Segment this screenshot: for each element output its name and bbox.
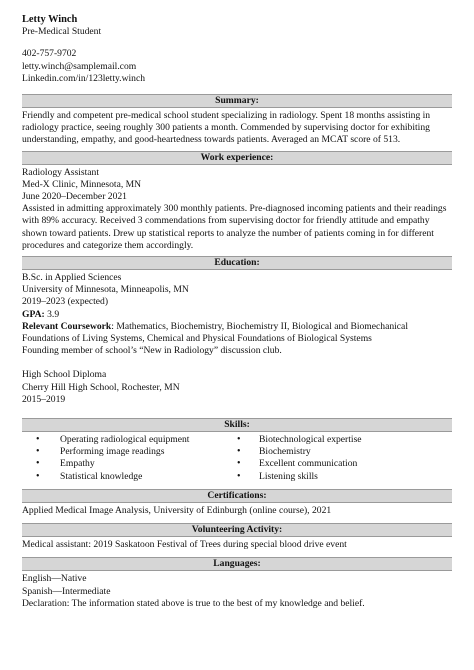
volunteering-heading: Volunteering Activity: (22, 523, 452, 537)
skills-column-left (22, 434, 237, 483)
club-membership: Founding member of school’s “New in Radiology” discussion club. (22, 345, 282, 357)
declaration: Declaration: The information stated above is true to the best of my knowledge and belief. (22, 597, 365, 609)
skills-section (22, 418, 452, 483)
coursework-text: : Mathematics, Biochemistry, Biochemistry II, Biological and Biomechanical (111, 320, 408, 332)
job-description-line: procedures and categorize them accordingly. (22, 239, 194, 251)
languages-heading: Languages: (22, 557, 452, 571)
skills-list (22, 434, 452, 483)
skill-item: • Operating radiological equipment (22, 434, 237, 446)
certification-item: Applied Medical Image Analysis, University of Edinburgh (online course), 2021 (22, 504, 332, 516)
skill-item: • Biotechnological expertise (237, 434, 452, 446)
summary-line: Friendly and competent pre-medical school student specializing in radiology. Spent 18 months assisting in (22, 110, 431, 122)
hs-diploma: High School Diploma (22, 369, 107, 381)
summary-line: understanding, empathy, and good-heartedness towards patients. Averaged an MCAT score of 513. (22, 134, 401, 146)
gpa-value: 3.9 (44, 308, 60, 320)
summary-line: radiology practice, seeing roughly 300 patients a month. Commended by supervising doctor for exhibiting (22, 122, 430, 134)
skills-heading: Skills: (22, 418, 452, 432)
university: University of Minnesota, Minneapolis, MN (22, 284, 189, 296)
languages-section (22, 557, 452, 610)
certifications-heading: Certifications: (22, 489, 452, 503)
summary-heading: Summary: (22, 94, 452, 108)
job-dates: June 2020–December 2021 (22, 191, 127, 203)
email: letty.winch@samplemail.com (22, 60, 137, 72)
hs-school: Cherry Hill High School, Rochester, MN (22, 381, 180, 393)
education-section (22, 256, 452, 406)
language-spanish: Spanish—Intermediate (22, 585, 111, 597)
job-role: Radiology Assistant (22, 166, 100, 178)
job-description-line: Assisted in admitting approximately 300 monthly patients. Pre-diagnosed incoming patients and their readings (22, 203, 447, 215)
education-heading: Education: (22, 256, 452, 270)
volunteering-item: Medical assistant: 2019 Saskatoon Festival of Trees during special blood drive event (22, 539, 347, 551)
certifications-section (22, 489, 452, 517)
linkedin: Linkedin.com/in/123letty.winch (22, 72, 146, 84)
education-dates: 2019–2023 (expected) (22, 296, 109, 308)
spacer (22, 38, 452, 48)
skills-column-right (237, 434, 452, 483)
coursework (22, 321, 452, 333)
skill-item: • Statistical knowledge (22, 471, 237, 483)
job-description-line: shown toward patients. Drew up statistical reports to analyze the number of patients coming in for different (22, 227, 434, 239)
gpa (22, 309, 452, 321)
coursework-continued: Foundations of Living Systems, Chemical and Physical Foundations of Biological Systems (22, 333, 372, 345)
job-company: Med-X Clinic, Minnesota, MN (22, 178, 142, 190)
skill-item: • Performing image readings (22, 446, 237, 458)
experience-heading: Work experience: (22, 151, 452, 165)
skill-item: • Biochemistry (237, 446, 452, 458)
experience-section (22, 151, 452, 252)
candidate-name: Letty Winch (22, 14, 78, 25)
skill-item: • Listening skills (237, 471, 452, 483)
degree: B.Sc. in Applied Sciences (22, 272, 122, 284)
job-description-line: with 89% accuracy. Received 3 commendations from supervising doctor for friendly attitude and empathy (22, 215, 430, 227)
phone: 402-757-9702 (22, 48, 77, 60)
resume-page (22, 14, 452, 610)
skill-item: • Excellent communication (237, 458, 452, 470)
summary-section (22, 94, 452, 147)
hs-dates: 2015–2019 (22, 393, 66, 405)
skill-item: • Empathy (22, 458, 237, 470)
spacer (22, 357, 452, 369)
header (22, 14, 452, 85)
candidate-title: Pre-Medical Student (22, 26, 102, 38)
gpa-label: GPA: (22, 308, 45, 320)
volunteering-section (22, 523, 452, 551)
language-english: English—Native (22, 573, 87, 585)
coursework-label: Relevant Coursework (22, 320, 112, 332)
